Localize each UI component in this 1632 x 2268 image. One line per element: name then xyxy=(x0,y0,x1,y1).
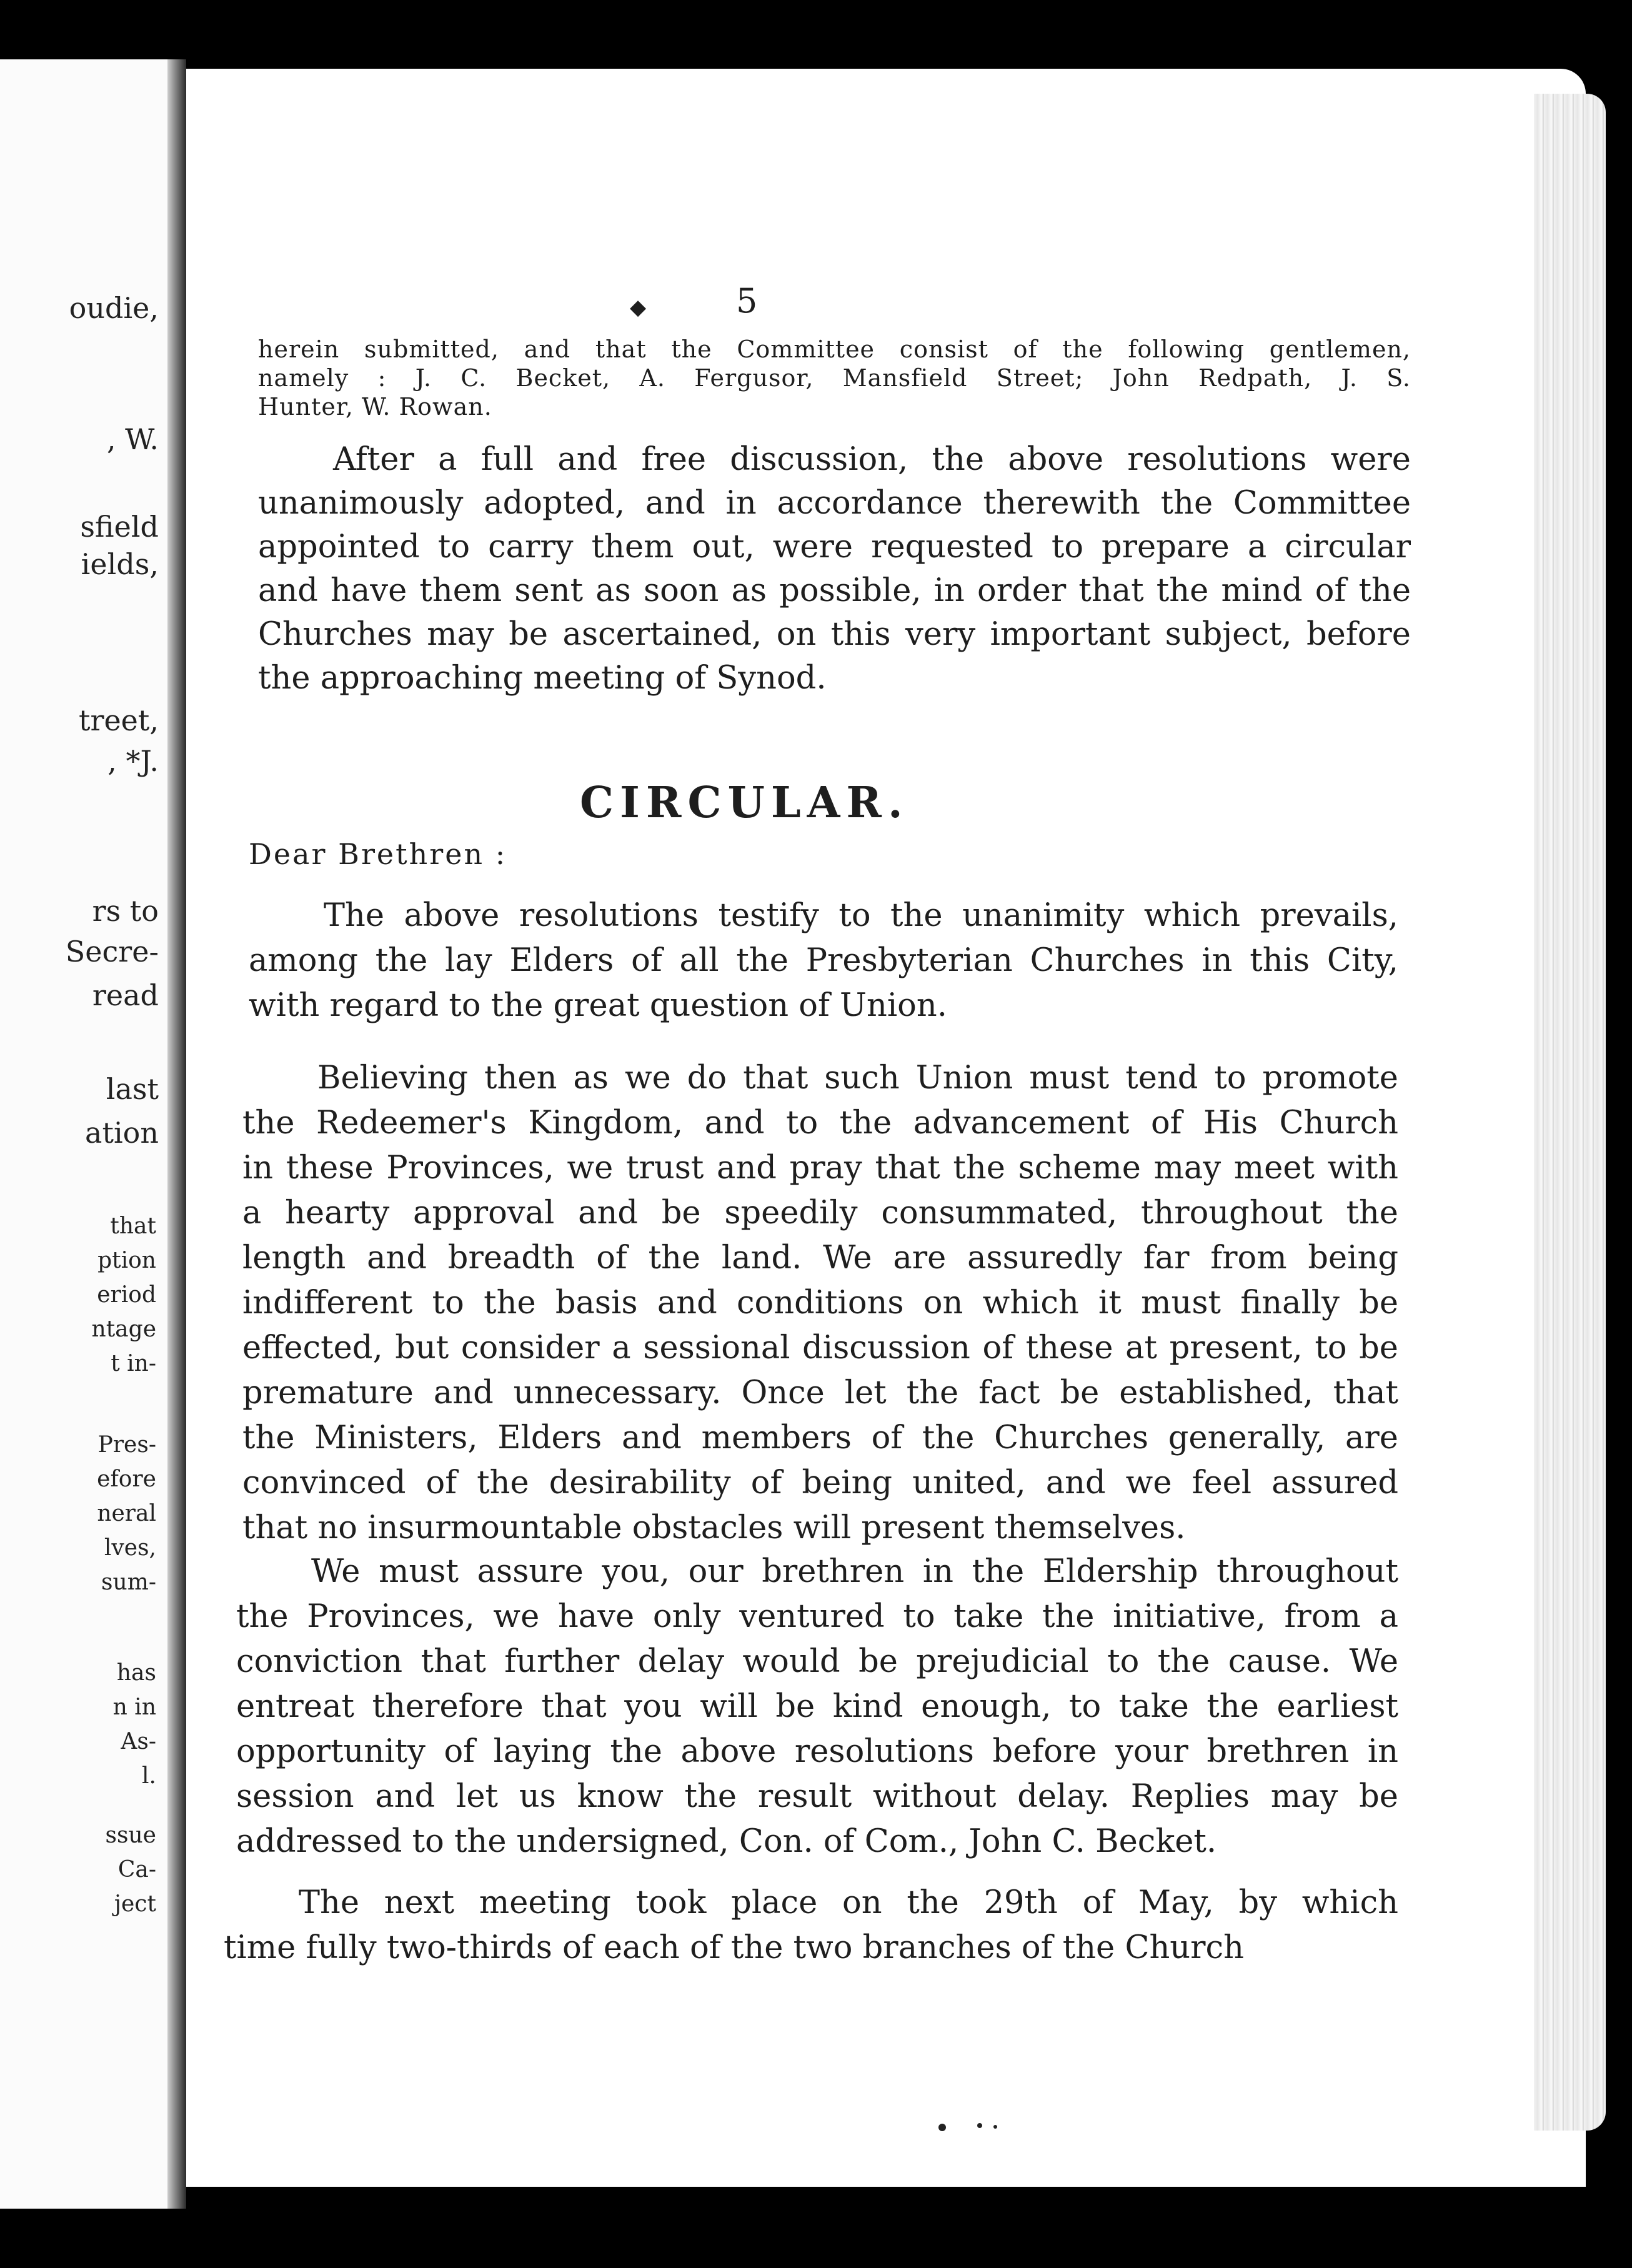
text-line: appointed to carry them out, were requested to prepare a circular xyxy=(258,529,1411,565)
page-stack-edges xyxy=(1534,94,1606,2131)
text-line: The next meeting took place on the 29th of May, by which xyxy=(299,1884,1398,1921)
text-line: the Ministers, Elders and members of the Churches generally, are xyxy=(242,1420,1398,1456)
left-page-line: treet, xyxy=(78,704,159,737)
left-page-line: ssue xyxy=(105,1823,156,1848)
left-page-line: Pres- xyxy=(97,1432,156,1458)
left-page-line: eriod xyxy=(97,1282,156,1308)
left-page-line: oudie, xyxy=(69,291,159,325)
text-line: a hearty approval and be speedily consummated, throughout the xyxy=(242,1195,1398,1231)
document-page xyxy=(186,69,1586,2187)
left-page-line: As- xyxy=(121,1729,156,1754)
text-line: the approaching meeting of Synod. xyxy=(258,660,827,697)
left-page-line: rs to xyxy=(92,894,159,928)
left-page-line: neral xyxy=(97,1501,156,1526)
ink-marks xyxy=(936,2118,1011,2137)
text-line: with regard to the great question of Union. xyxy=(249,987,947,1024)
text-line: in these Provinces, we trust and pray that the scheme may meet with xyxy=(242,1150,1398,1186)
text-line: indifferent to the basis and conditions on which it must finally be xyxy=(242,1285,1398,1321)
ornament-mark: ◆ xyxy=(630,295,647,320)
text-line: entreat therefore that you will be kind enough, to take the earliest xyxy=(236,1688,1398,1725)
text-line: We must assure you, our brethren in the Eldership throughout xyxy=(311,1553,1398,1590)
text-line: effected, but consider a sessional discussion of these at present, to be xyxy=(242,1330,1398,1366)
text-line: Hunter, W. Rowan. xyxy=(258,393,492,420)
left-page-line: , W. xyxy=(106,422,159,456)
left-page-line: Secre- xyxy=(65,935,159,968)
left-page-line: ption xyxy=(97,1248,156,1273)
text-line: The above resolutions testify to the unanimity which prevails, xyxy=(324,897,1398,934)
left-page-line: t in- xyxy=(111,1351,156,1376)
text-line: opportunity of laying the above resolutions before your brethren in xyxy=(236,1733,1398,1770)
page-number: 5 xyxy=(736,281,758,321)
text-line: premature and unnecessary. Once let the fact be established, that xyxy=(242,1375,1398,1411)
salutation: Dear Brethren : xyxy=(249,837,507,871)
left-page-line: n in xyxy=(112,1694,156,1720)
left-page-line: lves, xyxy=(104,1535,156,1561)
text-line: that no insurmountable obstacles will present themselves. xyxy=(242,1510,1186,1546)
text-line: namely : J. C. Becket, A. Fergusor, Mansfield Street; John Redpath, J. S. xyxy=(258,364,1411,392)
text-line: time fully two-thirds of each of the two branches of the Church xyxy=(224,1929,1244,1966)
left-page-line: that xyxy=(110,1213,156,1239)
text-line: among the lay Elders of all the Presbyterian Churches in this City, xyxy=(249,942,1398,979)
left-page-line: sfield xyxy=(80,510,159,544)
left-page-line: l. xyxy=(142,1763,156,1789)
left-page-line: ation xyxy=(85,1116,159,1150)
text-line: Believing then as we do that such Union must tend to promote xyxy=(317,1060,1398,1097)
left-page-line: Ca- xyxy=(117,1857,156,1883)
text-line: and have them sent as soon as possible, in order that the mind of the xyxy=(258,572,1411,609)
text-line: addressed to the undersigned, Con. of Com., John C. Becket. xyxy=(236,1823,1217,1860)
text-line: length and breadth of the land. We are assuredly far from being xyxy=(242,1240,1398,1276)
text-line: Churches may be ascertained, on this very important subject, before xyxy=(258,616,1411,653)
text-line: the Provinces, we have only ventured to take the initiative, from a xyxy=(236,1598,1398,1635)
left-facing-page xyxy=(0,59,167,2209)
circular-heading: CIRCULAR. xyxy=(580,778,909,828)
left-page-line: efore xyxy=(97,1466,156,1492)
left-page-line: , *J. xyxy=(107,744,159,778)
left-page-line: sum- xyxy=(101,1569,156,1595)
left-page-line: ields, xyxy=(81,547,159,581)
text-line: conviction that further delay would be prejudicial to the cause. We xyxy=(236,1643,1398,1680)
text-line: After a full and free discussion, the above resolutions were xyxy=(333,441,1411,478)
page-gutter xyxy=(167,59,186,2209)
left-page-line: ject xyxy=(114,1891,156,1917)
left-page-line: has xyxy=(116,1660,156,1686)
text-line: the Redeemer's Kingdom, and to the advancement of His Church xyxy=(242,1105,1398,1141)
text-line: herein submitted, and that the Committee consist of the following gentlemen, xyxy=(258,336,1411,363)
text-line: unanimously adopted, and in accordance therewith the Committee xyxy=(258,485,1411,522)
text-line: session and let us know the result without delay. Replies may be xyxy=(236,1778,1398,1815)
left-page-line: ntage xyxy=(91,1316,156,1342)
text-line: convinced of the desirability of being united, and we feel assured xyxy=(242,1465,1398,1501)
left-page-line: read xyxy=(92,978,159,1012)
left-page-line: last xyxy=(106,1072,159,1106)
